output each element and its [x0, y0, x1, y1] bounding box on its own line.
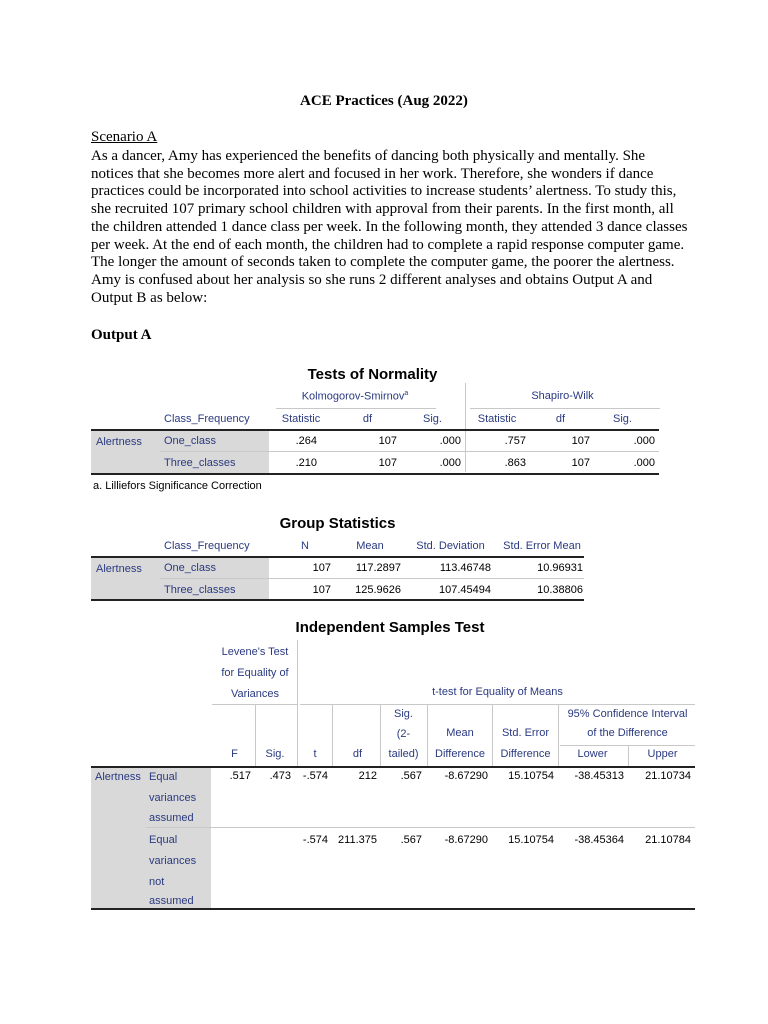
- table-cell: 211.375: [338, 834, 377, 846]
- group-stats-col-sem: Std. Error Mean: [503, 540, 581, 552]
- table-cell: 107: [312, 562, 331, 574]
- ind-row-label-line: assumed: [149, 895, 194, 907]
- ind-row-label-line: variances: [149, 855, 197, 867]
- table-cell: 15.10754: [508, 834, 554, 846]
- col-divider: [558, 704, 559, 767]
- ind-col-upper: Upper: [647, 748, 678, 760]
- output-heading: Output A: [91, 327, 152, 343]
- col-divider: [332, 704, 333, 767]
- group-stats-top-rule: [91, 556, 584, 558]
- table-cell: -8.67290: [444, 834, 488, 846]
- table-cell: -38.45364: [574, 834, 624, 846]
- normality-top-rule: [91, 429, 659, 431]
- table-cell: 107: [378, 457, 397, 469]
- normality-row-group: One_class: [164, 435, 216, 447]
- ttest-header-underline: [300, 704, 695, 705]
- ind-row-label-line: assumed: [149, 812, 194, 824]
- table-cell: .000: [439, 457, 461, 469]
- table-cell: 15.10754: [508, 770, 554, 782]
- normality-col-sw-sig: Sig.: [613, 413, 632, 425]
- table-cell: 10.38806: [537, 584, 583, 596]
- table-cell: 107.45494: [439, 584, 491, 596]
- normality-col-sw-df: df: [555, 413, 566, 425]
- normality-bottom-rule: [91, 473, 659, 475]
- table-cell: 107: [571, 435, 590, 447]
- ci-header-line2: of the Difference: [587, 727, 668, 739]
- sig-2tailed-header-line1: Sig.: [394, 708, 413, 720]
- ks-header-text: Kolmogorov-Smirnov: [301, 390, 405, 403]
- normality-row-label: Alertness: [96, 436, 142, 448]
- table-cell: 113.46748: [439, 562, 491, 574]
- ind-test-title: Independent Samples Test: [295, 619, 485, 636]
- table-cell: 125.9626: [355, 584, 401, 596]
- mean-diff-header-line2: Difference: [435, 748, 485, 760]
- ci-header-line1: 95% Confidence Interval: [567, 708, 688, 720]
- ind-col-lower: Lower: [577, 748, 608, 760]
- col-divider: [628, 746, 629, 767]
- ind-col-sig: Sig.: [265, 748, 285, 760]
- normality-col-ks-statistic: Statistic: [281, 413, 321, 425]
- group-stats-col-n: N: [301, 540, 309, 552]
- group-stats-col-sd: Std. Deviation: [416, 540, 485, 552]
- group-stats-title: Group Statistics: [279, 515, 396, 532]
- sig-2tailed-header-line2: (2-: [396, 728, 411, 740]
- normality-divider: [465, 383, 466, 472]
- scenario-heading: Scenario A: [91, 129, 158, 145]
- table-cell: .757: [504, 435, 526, 447]
- ind-row-label-line: Equal: [149, 771, 178, 783]
- table-cell: 21.10784: [645, 834, 691, 846]
- ind-row-label-line: variances: [149, 792, 197, 804]
- group-stats-row-group: Three_classes: [164, 584, 236, 596]
- ind-bottom-rule: [91, 908, 695, 910]
- table-cell: .210: [295, 457, 317, 469]
- ind-top-rule: [91, 766, 695, 768]
- col-divider: [255, 704, 256, 767]
- table-cell: .517: [229, 770, 251, 782]
- ind-row-label: Alertness: [95, 771, 141, 783]
- table-cell: 212: [358, 770, 377, 782]
- group-stats-bottom-rule: [91, 599, 584, 601]
- table-cell: .000: [439, 435, 461, 447]
- table-cell: -8.67290: [444, 770, 488, 782]
- levene-header-line3: Variances: [230, 688, 280, 700]
- ind-row-divider: [146, 827, 695, 828]
- ind-col-df: df: [352, 748, 363, 760]
- group-stats-row-divider: [160, 578, 584, 579]
- table-cell: 107: [571, 457, 590, 469]
- table-cell: .567: [400, 834, 422, 846]
- levene-header-line2: for Equality of: [221, 667, 289, 679]
- table-cell: -38.45313: [574, 770, 624, 782]
- ks-header: [280, 390, 430, 403]
- table-cell: .473: [269, 770, 291, 782]
- mean-diff-header-line1: Mean: [446, 727, 474, 739]
- table-cell: .000: [633, 457, 655, 469]
- normality-title: Tests of Normality: [307, 366, 438, 383]
- group-stats-col-mean: Mean: [356, 540, 384, 552]
- table-cell: 107: [378, 435, 397, 447]
- group-stats-row-group: One_class: [164, 562, 216, 574]
- table-cell: 21.10734: [645, 770, 691, 782]
- table-cell: -.574: [302, 834, 328, 846]
- ttest-header: t-test for Equality of Means: [432, 686, 563, 698]
- table-cell: .567: [400, 770, 422, 782]
- table-cell: 10.96931: [537, 562, 583, 574]
- table-cell: 117.2897: [355, 562, 401, 574]
- table-cell: .264: [295, 435, 317, 447]
- sig-2tailed-header-line3: tailed): [388, 748, 419, 760]
- ind-row-label-line: Equal: [149, 834, 178, 846]
- normality-col-group: Class_Frequency: [164, 413, 250, 425]
- se-diff-header-line2: Difference: [500, 748, 551, 760]
- normality-col-ks-df: df: [362, 413, 373, 425]
- ks-header-sup: a: [404, 390, 409, 397]
- sw-header-underline: [470, 408, 660, 409]
- table-cell: .000: [633, 435, 655, 447]
- group-stats-col-group: Class_Frequency: [164, 540, 250, 552]
- normality-row-group: Three_classes: [164, 457, 236, 469]
- normality-footnote: a. Lilliefors Significance Correction: [93, 480, 262, 492]
- normality-col-ks-sig: Sig.: [423, 413, 442, 425]
- ks-header-underline: [276, 408, 436, 409]
- ind-row-label-line: not: [149, 876, 165, 888]
- normality-col-sw-statistic: Statistic: [477, 413, 517, 425]
- table-cell: -.574: [302, 770, 328, 782]
- normality-row-divider: [160, 451, 659, 452]
- table-cell: .863: [504, 457, 526, 469]
- ind-col-t: t: [313, 748, 317, 760]
- group-stats-row-label: Alertness: [96, 563, 142, 575]
- document-title: ACE Practices (Aug 2022): [300, 93, 468, 109]
- scenario-body: As a dancer, Amy has experienced the benefits of dancing both physically and mentally. She notices that she becomes more alert and focused in her work. Therefore, she wonders if dance practices could be incorporated into school activities to increase students’ alertness. To study this, she recruited 107 primary school children with approval from their parents. In the first month, all the children attended 1 dance class per week. In the following month, they attended 3 dance classes per week. At the end of each month, the children had to complete a rapid response computer game. The longer the amount of seconds taken to complete the computer game, the poorer the alertness. Amy is confused about her analysis so she runs 2 different analyses and obtains Output A and Output B as below:: [91, 148, 688, 306]
- sw-header: Shapiro-Wilk: [531, 390, 594, 402]
- table-cell: 107: [312, 584, 331, 596]
- se-diff-header-line1: Std. Error: [501, 727, 550, 739]
- levene-header-line1: Levene's Test: [221, 646, 289, 658]
- ind-col-f: F: [231, 748, 238, 760]
